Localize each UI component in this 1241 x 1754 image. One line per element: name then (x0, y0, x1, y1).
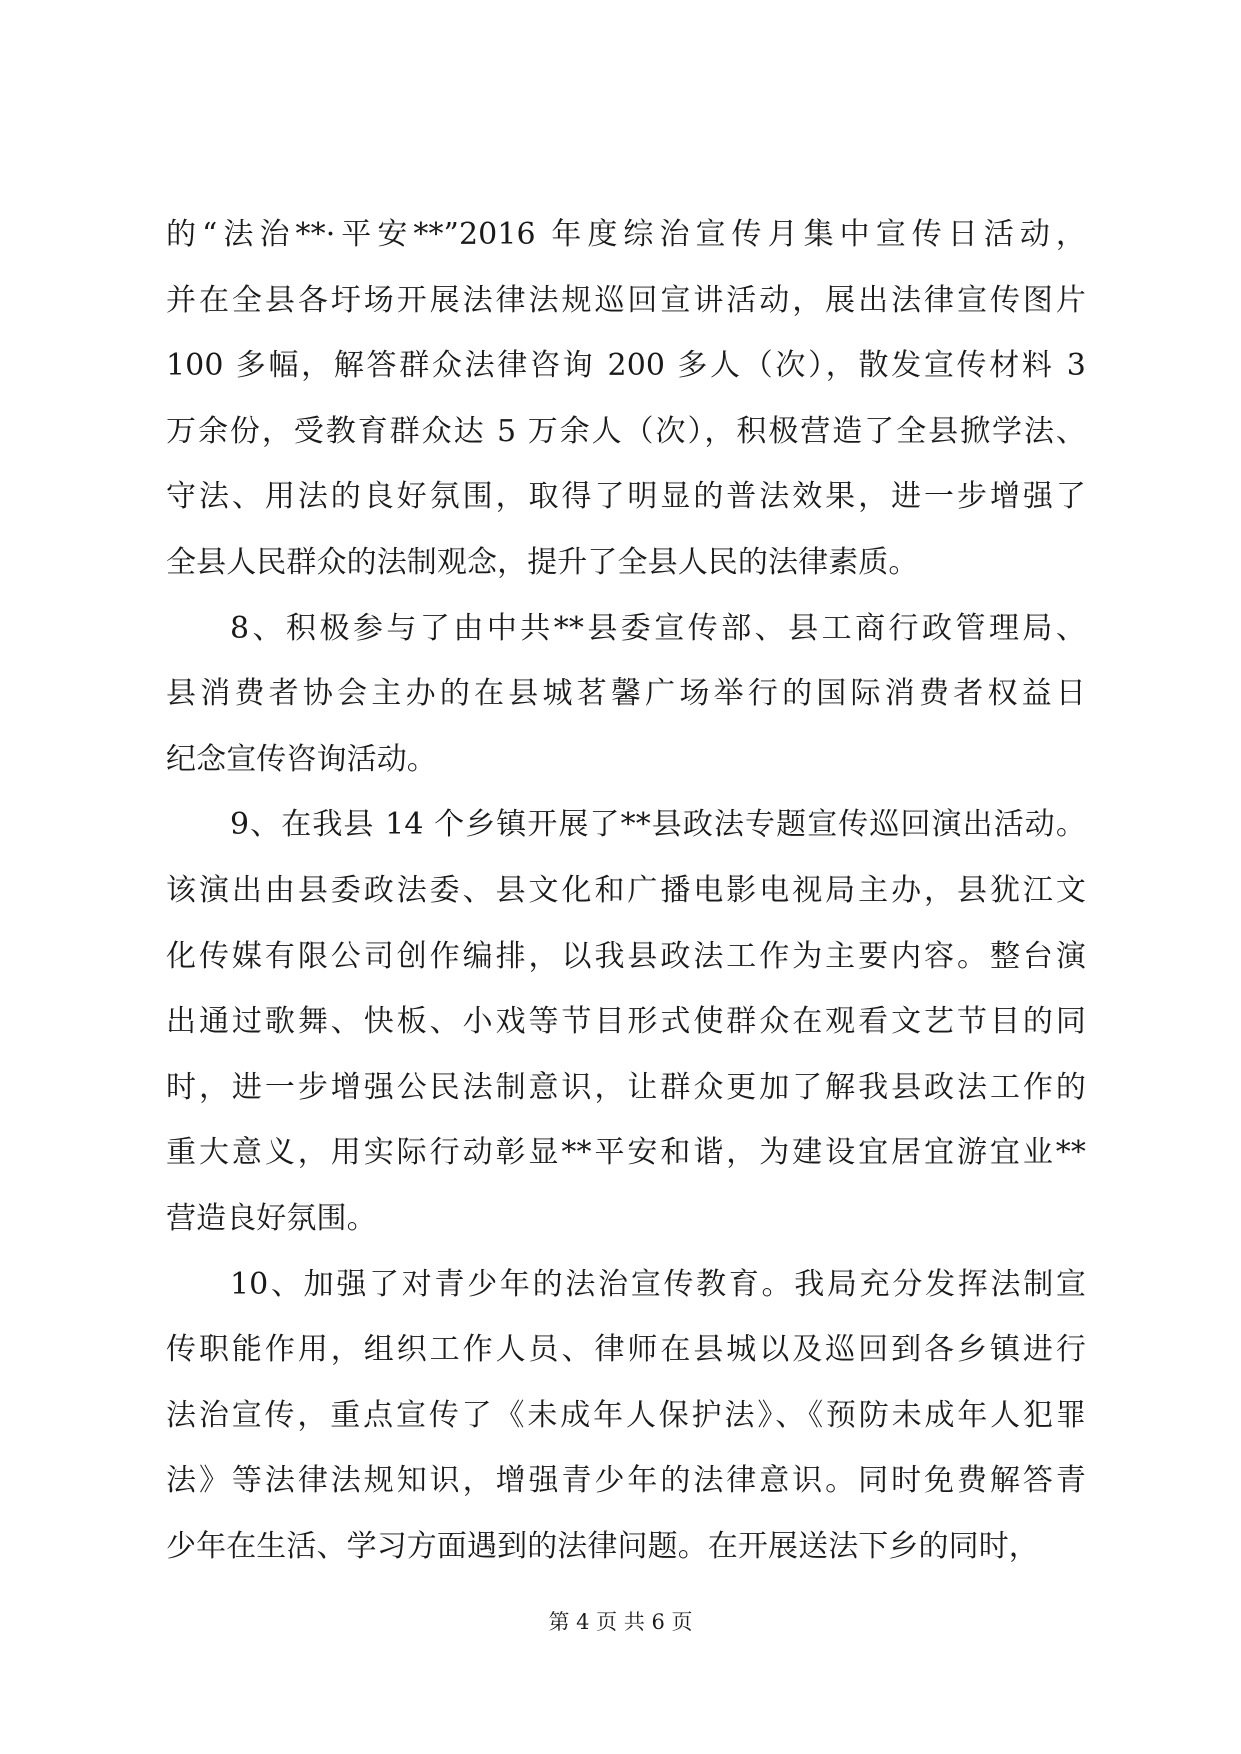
text-line: 8、积极参与了由中共**县委宣传部、县工商行政管理局、 (230, 610, 1086, 646)
text-line: 该演出由县委政法委、县文化和广播电影电视局主办，县犹江文 (166, 872, 1086, 908)
text-line: 时，进一步增强公民法制意识，让群众更加了解我县政法工作的 (166, 1069, 1086, 1105)
text-line: 全县人民群众的法制观念，提升了全县人民的法律素质。 (166, 544, 919, 580)
text-line: 的“法治**·平安**”2016 年度综治宣传月集中宣传日活动， (166, 217, 1086, 252)
text-line: 法》等法律法规知识，增强青少年的法律意识。同时免费解答青 (166, 1463, 1086, 1499)
text-line: 重大意义，用实际行动彰显**平安和谐，为建设宜居宜游宜业** (166, 1135, 1086, 1171)
text-line: 10、加强了对青少年的法治宣传教育。我局充分发挥法制宣 (230, 1266, 1086, 1302)
text-line: 法治宣传，重点宣传了《未成年人保护法》、《预防未成年人犯罪 (166, 1397, 1086, 1433)
text-line: 传职能作用，组织工作人员、律师在县城以及巡回到各乡镇进行 (166, 1332, 1086, 1368)
document-body (166, 202, 1086, 1579)
text-line: 出通过歌舞、快板、小戏等节目形式使群众在观看文艺节目的同 (166, 1004, 1086, 1040)
page-footer: 第 4 页 共 6 页 (548, 1610, 693, 1634)
text-line: 100 多幅，解答群众法律咨询 200 多人（次），散发宣传材料 3 (166, 348, 1086, 384)
text-line: 少年在生活、学习方面遇到的法律问题。在开展送法下乡的同时， (166, 1528, 1039, 1564)
text-line: 万余份，受教育群众达 5 万余人（次），积极营造了全县掀学法、 (166, 413, 1086, 449)
text-line: 县消费者协会主办的在县城茗馨广场举行的国际消费者权益日 (166, 676, 1086, 712)
text-line: 9、在我县 14 个乡镇开展了**县政法专题宣传巡回演出活动。 (230, 807, 1086, 843)
text-line: 纪念宣传咨询活动。 (166, 741, 437, 777)
text-line: 营造良好氛围。 (166, 1200, 377, 1236)
text-line: 并在全县各圩场开展法律法规巡回宣讲活动，展出法律宣传图片 (166, 282, 1086, 318)
text-line: 守法、用法的良好氛围，取得了明显的普法效果，进一步增强了 (166, 479, 1086, 515)
text-line: 化传媒有限公司创作编排，以我县政法工作为主要内容。整台演 (166, 938, 1086, 974)
